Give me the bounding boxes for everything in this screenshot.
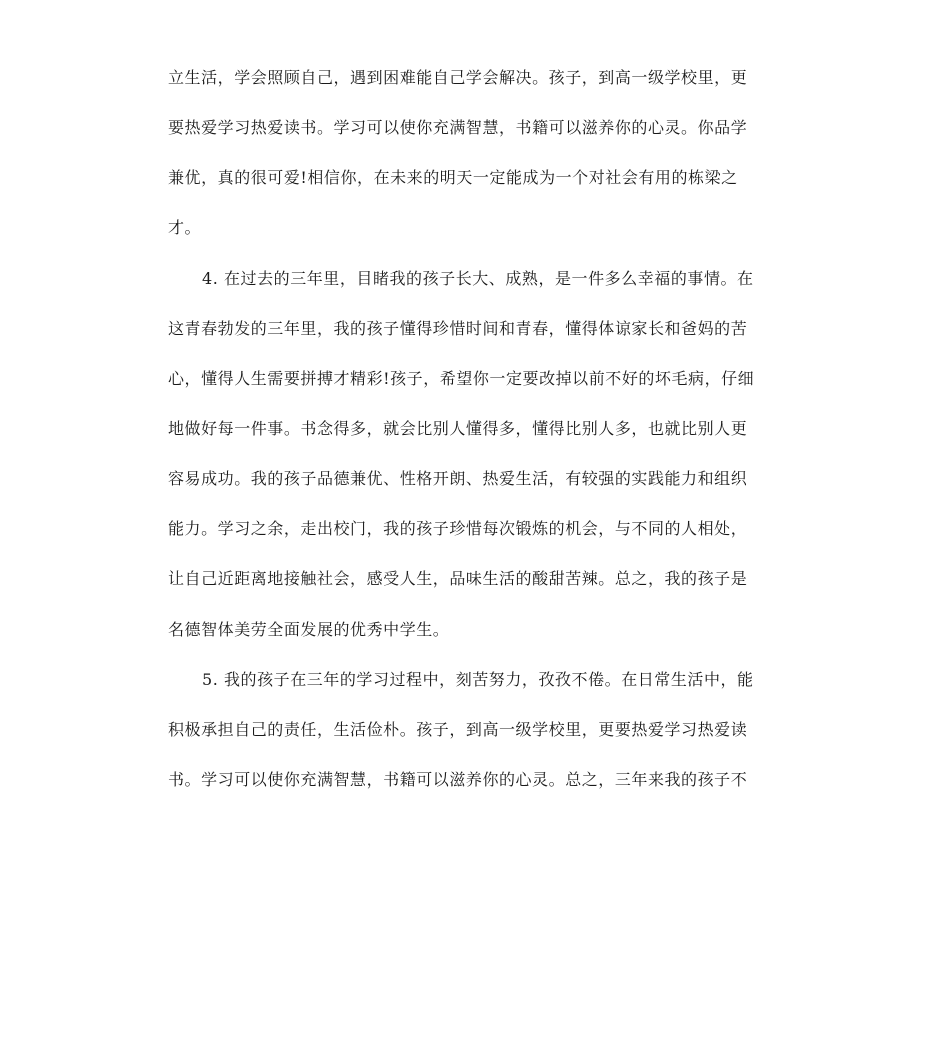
paragraph-4-first-line: 4. 在过去的三年里，目睹我的孩子长大、成熟，是一件多么幸福的事情。在 bbox=[202, 269, 754, 288]
paragraph-5-first-line: 5. 我的孩子在三年的学习过程中，刻苦努力，孜孜不倦。在日常生活中，能 bbox=[202, 670, 754, 689]
text-line: 书。学习可以使你充满智慧，书籍可以滋养你的心灵。总之，三年来我的孩子不 bbox=[168, 770, 748, 789]
text-line: 让自己近距离地接触社会，感受人生，品味生活的酸甜苦辣。总之，我的孩子是 bbox=[168, 569, 748, 588]
text-line: 能力。学习之余，走出校门，我的孩子珍惜每次锻炼的机会，与不同的人相处， bbox=[168, 519, 748, 538]
text-line: 兼优，真的很可爱!相信你，在未来的明天一定能成为一个对社会有用的栋梁之 bbox=[168, 168, 738, 187]
text-line: 才。 bbox=[168, 218, 202, 237]
text-line: 容易成功。我的孩子品德兼优、性格开朗、热爱生活，有较强的实践能力和组织 bbox=[168, 469, 748, 488]
text-line: 这青春勃发的三年里，我的孩子懂得珍惜时间和青春，懂得体谅家长和爸妈的苦 bbox=[168, 319, 748, 338]
text-line: 地做好每一件事。书念得多，就会比别人懂得多，懂得比别人多，也就比别人更 bbox=[168, 419, 748, 438]
text-line: 要热爱学习热爱读书。学习可以使你充满智慧，书籍可以滋养你的心灵。你品学 bbox=[168, 118, 748, 137]
text-line: 积极承担自己的责任，生活俭朴。孩子，到高一级学校里，更要热爱学习热爱读 bbox=[168, 720, 748, 739]
text-line: 立生活，学会照顾自己，遇到困难能自己学会解决。孩子，到高一级学校里，更 bbox=[168, 68, 748, 87]
text-line: 心，懂得人生需要拼搏才精彩!孩子，希望你一定要改掉以前不好的坏毛病，仔细 bbox=[168, 369, 755, 388]
text-line: 名德智体美劳全面发展的优秀中学生。 bbox=[168, 620, 450, 639]
